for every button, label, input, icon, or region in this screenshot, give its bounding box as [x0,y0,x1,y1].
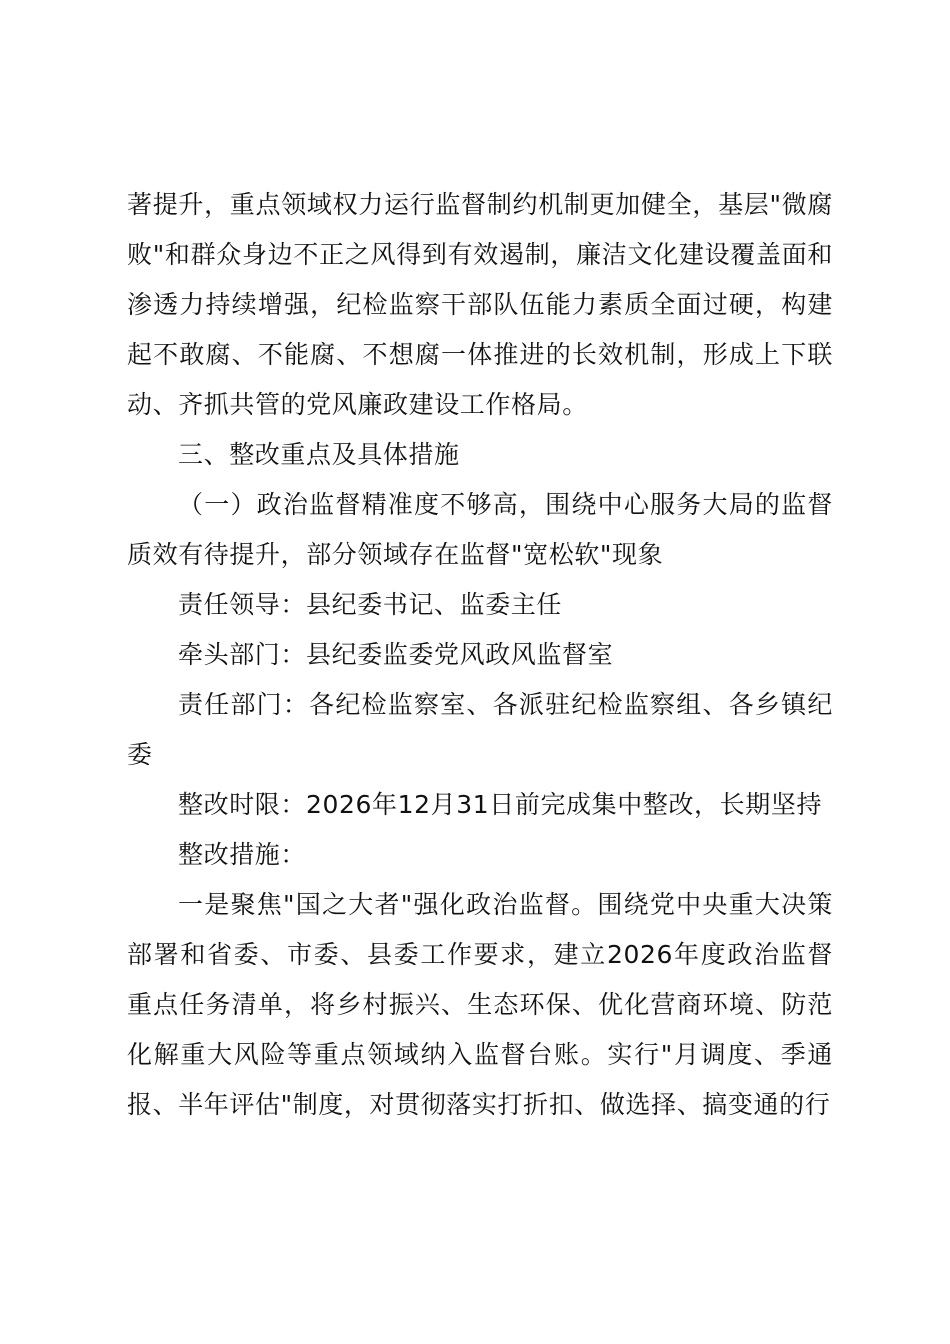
responsible-leader: 责任领导：县纪委书记、监委主任 [178,590,563,619]
responsible-departments: 责任部门：各纪检监察室、各派驻纪检监察组、各乡镇纪委 [127,690,833,769]
rectification-measures-label: 整改措施： [178,840,307,869]
section-heading: 三、整改重点及具体措施 [178,440,460,469]
measure-paragraph: 一是聚焦"国之大者"强化政治监督。围绕党中央重大决策部署和省委、市委、县委工作要求，建立2026年度政治监督重点任务清单，将乡村振兴、生态环保、优化营商环境、防范化解重大风险等重点领域纳入监督台账。实行"月调度、季通报、半年评估"制度，对贯彻落实打折扣、做选择、搞变通的行 [127,890,833,1119]
subsection-heading: （一）政治监督精准度不够高，围绕中心服务大局的监督质效有待提升，部分领域存在监督"宽松软"现象 [127,490,833,569]
document-body [127,180,833,1130]
rectification-deadline: 整改时限：2026年12月31日前完成集中整改，长期坚持 [178,790,823,819]
paragraph-continuation: 著提升，重点领域权力运行监督制约机制更加健全，基层"微腐败"和群众身边不正之风得到有效遏制，廉洁文化建设覆盖面和渗透力持续增强，纪检监察干部队伍能力素质全面过硬，构建起不敢腐、不能腐、不想腐一体推进的长效机制，形成上下联动、齐抓共管的党风廉政建设工作格局。 [127,190,833,419]
lead-department: 牵头部门：县纪委监委党风政风监督室 [178,640,614,669]
